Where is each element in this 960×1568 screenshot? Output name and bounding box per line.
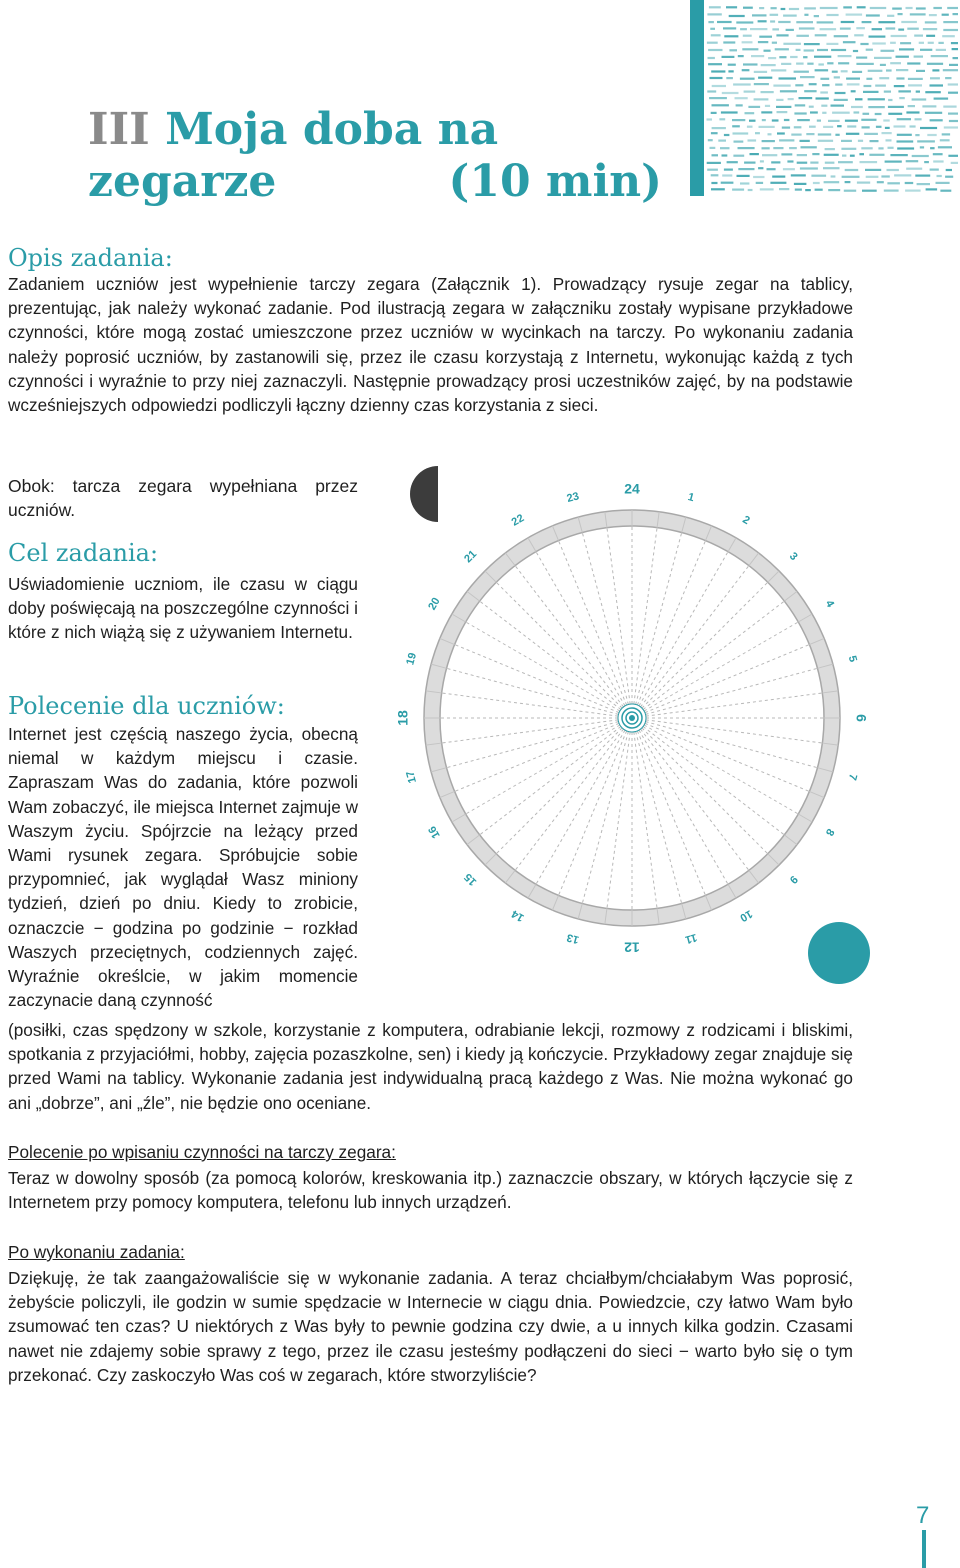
clock-hour-label: 23 <box>565 490 581 506</box>
clock-hour-label: 5 <box>845 654 859 664</box>
section-number: III <box>88 104 150 155</box>
clock-hour-label: 6 <box>853 714 870 722</box>
clock-hour-label: 14 <box>509 907 527 924</box>
clock-hour-label: 19 <box>404 651 420 667</box>
clock-hour-label: 17 <box>404 769 420 785</box>
cel-heading: Cel zadania: <box>8 539 159 567</box>
clock-hour-label: 18 <box>394 710 411 726</box>
clock-center-dot <box>629 715 635 721</box>
clock-hour-label: 12 <box>624 939 640 956</box>
cel-text: Uświadomienie uczniom, ile czasu w ciągu doby poświęcają na poszczególne czynności i które z nich wiążą się z używaniem Internetu. <box>8 574 358 643</box>
clock-hour-label: 21 <box>462 548 480 566</box>
po-wykonaniu-text: Dziękuję, że tak zaangażowaliście się w wykonanie zadania. A teraz chciałbym/chciałabym Was poprosić, żebyście policzyli, ile godzin w sumie spędzacie w Internecie w ciągu dnia. Powiedzcie, czy łatwo Wam było zsumować ten czas? U niektórych z Was były to pewnie godzina czy dwie, a u innych kilka godzin. Czasami nawet nie zdajemy sobie sprawy z tego, przez ile czasu jesteśmy podłączeni do sieci − warto było się o tym przekonać. Czy zaskoczyło Was coś w zegarach, które stworzyliście? <box>8 1268 853 1385</box>
clock-face <box>394 460 960 1000</box>
clock-hour-label: 9 <box>786 872 800 886</box>
polecenie-text: Internet jest częścią naszego życia, obecną niemal w każdym miejscu i czasie. Zapraszam Was do zadania, które pozwoli Wam zobaczyć, ile miejsca Internet zajmuje w Waszym życiu. Spójrzcie na leżący przed Wami rysunek zegara. Spróbujcie sobie przypomnieć, jak wyglądał Wasz miniony tydzień, dzień po dniu. Kiedy to zrobicie, oznaczcie − godzina po godzinie − rozkład Waszych przeciętnych, codziennych zajęć. Wyraźnie określcie, w jakim momencie zaczynacie daną czynność <box>8 724 358 1011</box>
teal-dot-decoration <box>808 922 870 984</box>
clock-hour-label: 15 <box>462 870 480 888</box>
clock-hour-label: 20 <box>426 595 443 613</box>
clock-hour-label: 7 <box>845 772 859 782</box>
clock-hour-label: 11 <box>683 931 699 946</box>
obok-caption: Obok: tarcza zegara wypełniana przez uczniów. <box>8 476 358 521</box>
opis-text: Zadaniem uczniów jest wypełnienie tarczy zegara (Załącznik 1). Prowadzący rysuje zegar na tablicy, prezentując, jak należy wykonać zadanie. Pod ilustracją zegara w załączniku zostały wypisane przykładowe czynności, które mogą zostać umieszczone przez uczniów w wycinkach na tarczy. Po wykonaniu zadania należy poprosić uczniów, by zastanowili się, przez ile czasu korzystają z Internetu, wykonując każdą z tych czynności i wyraźnie to przy niej zaznaczyli. Następnie prowadzący prosi uczestników zajęć, by na podstawie wcześniejszych odpowiedzi podliczyli łączny dzienny czas korzystania z sieci. <box>8 274 853 416</box>
polecenie2-text: Teraz w dowolny sposób (za pomocą kolorów, kreskowania itp.) zaznaczcie obszary, w których łączycie się z Internetem przy pomocy komputera, telefonu lub innych urządzeń. <box>8 1168 853 1213</box>
page-number: 7 <box>916 1502 930 1529</box>
header-accent-bar <box>690 0 704 196</box>
header-texture-pattern <box>704 0 960 196</box>
opis-heading: Opis zadania: <box>8 244 173 272</box>
polecenie-text-continued: (posiłki, czas spędzony w szkole, korzystanie z komputera, odrabianie lekcji, rozmowy z rodzicami i bliskimi, spotkania z przyjaciółmi, hobby, zajęcia pozaszkolne, sen) i kiedy ją kończycie. Przykładowy zegar znajduje się przed Wami na tablicy. Wykonanie zadania jest indywidualną pracą każdego z Was. Nie można wykonać go ani „dobrze”, ani „źle”, nie będzie ono oceniane. <box>8 1020 853 1113</box>
clock-hour-label: 3 <box>786 550 800 564</box>
clock-hour-label: 1 <box>686 491 696 505</box>
po-wykonaniu-title: Po wykonaniu zadania: <box>8 1242 185 1262</box>
clock-hour-label: 4 <box>822 598 837 610</box>
polecenie-heading: Polecenie dla uczniów: <box>8 692 285 720</box>
title-line-1: Moja doba na zegarze <box>88 104 499 207</box>
clock-hour-label: 2 <box>740 513 752 528</box>
clock-hour-label: 8 <box>822 826 837 838</box>
title-line-2: (10 min) <box>448 156 662 207</box>
polecenie2-title: Polecenie po wpisaniu czynności na tarczy zegara: <box>8 1142 396 1162</box>
clock-hour-label: 10 <box>737 907 755 924</box>
clock-hour-label: 16 <box>426 823 443 841</box>
clock-hour-label: 13 <box>565 930 581 946</box>
clock-hour-label: 22 <box>509 512 527 529</box>
clock-hour-label: 24 <box>624 480 640 497</box>
page-number-line <box>922 1530 940 1568</box>
